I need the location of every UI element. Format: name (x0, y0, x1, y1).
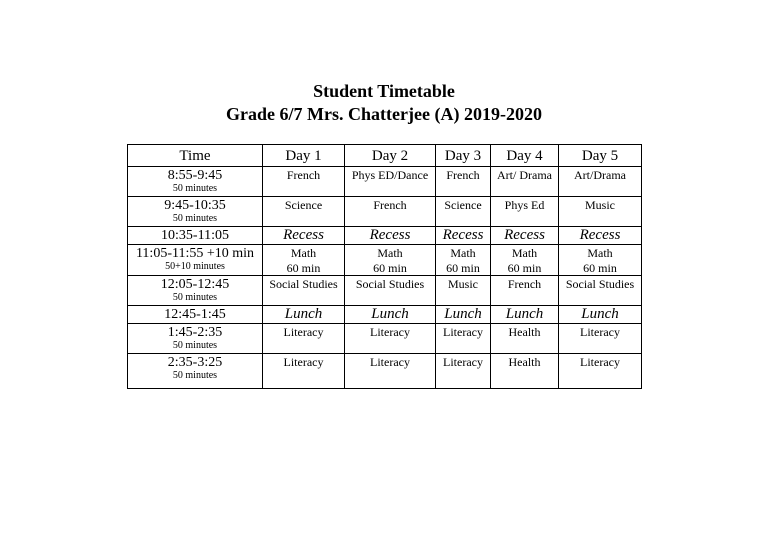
header-day-4: Day 4 (491, 145, 559, 167)
time-range: 10:35-11:05 (161, 228, 229, 243)
class-cell (559, 324, 642, 354)
class-label: Science (284, 198, 323, 212)
class-label: Health (508, 355, 541, 369)
lunch-label: Lunch (284, 306, 323, 322)
class-cell (559, 276, 642, 306)
class-label: Math (450, 246, 476, 260)
time-cell (128, 276, 263, 306)
time-range: 11:05-11:55 +10 min (135, 246, 255, 261)
recess-label: Recess (504, 227, 545, 243)
time-range: 12:05-12:45 (160, 277, 230, 292)
table-row (128, 227, 642, 245)
class-cell (491, 197, 559, 227)
class-label: French (286, 168, 321, 182)
class-cell (263, 197, 345, 227)
class-label: Social Studies (355, 277, 425, 291)
header-day-1: Day 1 (263, 145, 345, 167)
duration-note: 50 minutes (172, 213, 218, 224)
lunch-cell (559, 306, 642, 324)
class-duration: 60 min (583, 261, 617, 275)
class-label: Health (508, 325, 541, 339)
page-title: Student Timetable (313, 81, 455, 101)
duration-note: 50 minutes (172, 340, 218, 351)
recess-label: Recess (442, 227, 484, 243)
class-cell (345, 354, 436, 389)
lunch-label: Lunch (444, 306, 482, 322)
recess-cell (345, 227, 436, 245)
class-cell (345, 167, 436, 197)
class-cell (436, 354, 491, 389)
lunch-cell (491, 306, 559, 324)
time-range: 12:45-1:45 (164, 307, 226, 322)
class-cell (491, 245, 559, 276)
time-range: 2:35-3:25 (167, 355, 223, 370)
time-cell (128, 324, 263, 354)
class-label: Literacy (443, 355, 483, 369)
class-label: Math (377, 246, 403, 260)
class-label: Science (444, 198, 482, 212)
class-label: Music (448, 277, 478, 291)
class-cell (263, 245, 345, 276)
class-cell (491, 324, 559, 354)
class-cell (436, 324, 491, 354)
class-cell (559, 167, 642, 197)
recess-cell (436, 227, 491, 245)
header-row (128, 145, 642, 167)
class-label: Art/Drama (574, 168, 626, 182)
class-cell (436, 167, 491, 197)
class-cell (263, 354, 345, 389)
table-row (128, 354, 642, 389)
header-day-5: Day 5 (559, 145, 642, 167)
time-cell (128, 197, 263, 227)
class-cell (436, 276, 491, 306)
class-cell (436, 197, 491, 227)
class-label: Literacy (443, 325, 483, 339)
class-label: Literacy (283, 325, 324, 339)
table-row (128, 245, 642, 276)
table-row (128, 324, 642, 354)
class-cell (345, 245, 436, 276)
duration-note: 50 minutes (172, 183, 218, 194)
class-label: French (507, 277, 542, 291)
time-range: 1:45-2:35 (167, 325, 223, 340)
recess-label: Recess (369, 227, 411, 243)
recess-label: Recess (579, 227, 621, 243)
time-range: 8:55-9:45 (167, 168, 223, 183)
class-cell (559, 245, 642, 276)
class-cell (345, 276, 436, 306)
duration-note: 50+10 minutes (165, 261, 225, 272)
class-label: Literacy (580, 325, 620, 339)
time-cell (128, 167, 263, 197)
table-row (128, 167, 642, 197)
header-time: Time (128, 145, 263, 167)
class-label: Literacy (283, 355, 324, 369)
class-cell (559, 197, 642, 227)
class-label: Math (587, 246, 613, 260)
duration-note: 50 minutes (172, 370, 218, 381)
class-duration: 60 min (286, 261, 321, 275)
lunch-label: Lunch (505, 306, 544, 322)
class-label: French (373, 198, 407, 212)
lunch-cell (345, 306, 436, 324)
recess-cell (491, 227, 559, 245)
table-row (128, 197, 642, 227)
class-label: Literacy (580, 355, 620, 369)
lunch-label: Lunch (581, 306, 619, 322)
class-cell (263, 276, 345, 306)
recess-cell (559, 227, 642, 245)
class-label: Phys Ed (504, 198, 545, 212)
duration-note: 50 minutes (172, 292, 218, 303)
class-cell (263, 324, 345, 354)
class-label: Math (290, 246, 317, 260)
table-row (128, 276, 642, 306)
class-label: French (446, 168, 480, 182)
class-cell (491, 167, 559, 197)
timetable-titles (0, 80, 768, 126)
time-range: 9:45-10:35 (164, 198, 226, 213)
page-subtitle: Grade 6/7 Mrs. Chatterjee (A) 2019-2020 (226, 104, 542, 124)
class-cell (491, 354, 559, 389)
time-cell (128, 245, 263, 276)
lunch-label: Lunch (371, 306, 409, 322)
class-label: Literacy (370, 355, 410, 369)
class-cell (263, 167, 345, 197)
header-day-2: Day 2 (345, 145, 436, 167)
class-duration: 60 min (446, 261, 480, 275)
class-cell (345, 324, 436, 354)
time-cell (128, 354, 263, 389)
class-cell (491, 276, 559, 306)
class-label: Phys ED/Dance (351, 168, 429, 182)
class-duration: 60 min (373, 261, 407, 275)
table-row (128, 306, 642, 324)
lunch-cell (436, 306, 491, 324)
lunch-cell (263, 306, 345, 324)
class-label: Literacy (370, 325, 410, 339)
class-cell (436, 245, 491, 276)
header-day-3: Day 3 (436, 145, 491, 167)
class-cell (559, 354, 642, 389)
class-label: Social Studies (269, 277, 338, 291)
class-duration: 60 min (507, 261, 542, 275)
class-label: Art/ Drama (497, 168, 552, 182)
recess-label: Recess (283, 227, 324, 243)
class-cell (345, 197, 436, 227)
class-label: Math (511, 246, 538, 260)
class-label: Social Studies (565, 277, 635, 291)
time-cell (128, 306, 263, 324)
timetable (127, 144, 642, 389)
recess-cell (263, 227, 345, 245)
time-cell (128, 227, 263, 245)
class-label: Music (585, 198, 615, 212)
